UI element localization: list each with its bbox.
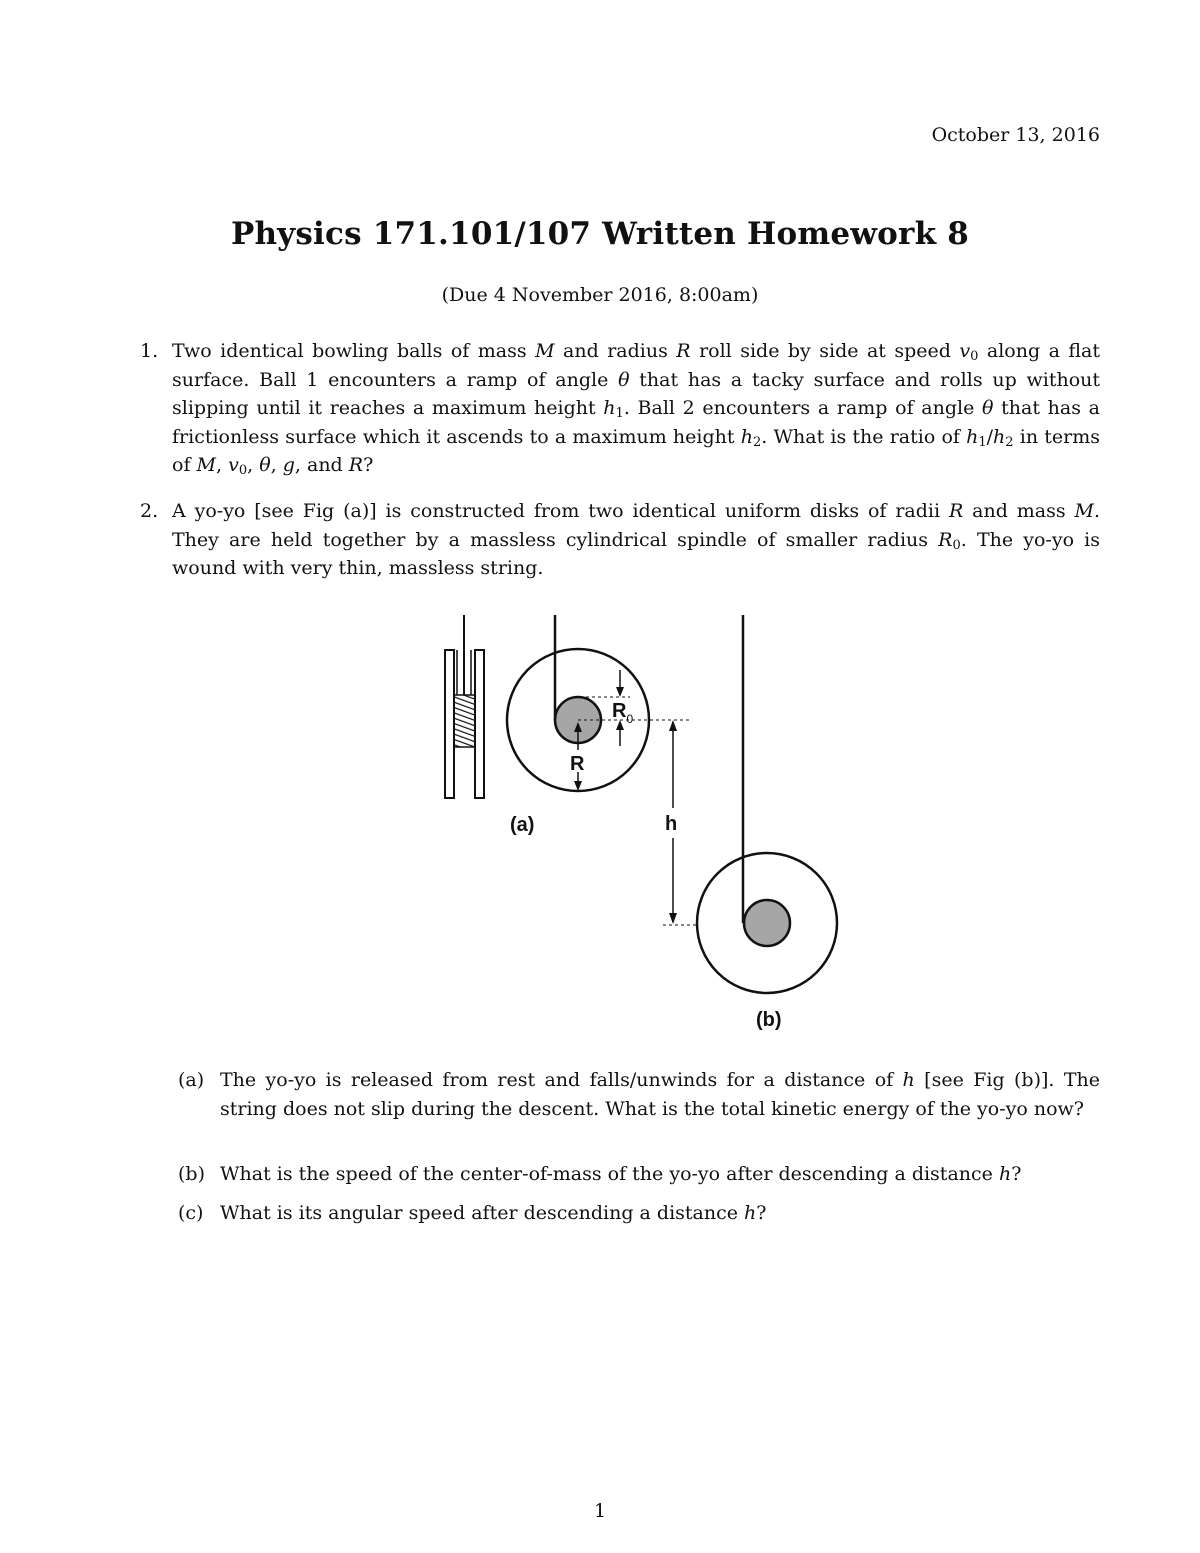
subpart-a	[178, 1066, 1100, 1123]
yoyo-diagram	[420, 600, 860, 1040]
yoyo-front-view-a	[507, 615, 692, 791]
subpart-text: What is its angular speed after descending a distance h?	[220, 1202, 767, 1224]
yoyo-side-view	[445, 615, 484, 798]
subpart-label: (c)	[178, 1202, 204, 1224]
subpart-label: (b)	[178, 1163, 205, 1185]
problem-2	[140, 497, 1100, 583]
document-date: October 13, 2016	[931, 124, 1100, 146]
page-number: 1	[593, 1500, 607, 1522]
subpart-text: What is the speed of the center-of-mass of the yo-yo after descending a distance h?	[220, 1163, 1022, 1185]
document-title: Physics 171.101/107 Written Homework 8	[230, 216, 970, 252]
due-date: (Due 4 November 2016, 8:00am)	[441, 284, 759, 306]
subpart-c	[178, 1199, 1100, 1228]
problem-number: 1.	[140, 340, 159, 362]
radius-R0-label: $R_0$	[612, 700, 634, 726]
radius-R-label: R	[570, 753, 585, 775]
problem-text: A yo-yo [see Fig (a)] is constructed from two identical uniform disks of radii R and mass M. They are held together by a massless cylindrical spindle of smaller radius $R_0$. The yo-yo is wound with very thin, massless string.	[172, 500, 1101, 579]
problem-1	[140, 337, 1100, 480]
subpart-b	[178, 1160, 1100, 1189]
problem-text: Two identical bowling balls of mass M and radius R roll side by side at speed $v_0$ along a flat surface. Ball 1 encounters a ramp of angle θ that has a tacky surface and rolls up without slipping until it reaches a maximum height $h_1$. Ball 2 encounters a ramp of angle θ that has a frictionless surface which it ascends to a maximum height $h_2$. What is the ratio of $h_1/h_2$ in terms of M, $v_0$, θ, g, and R?	[172, 340, 1101, 478]
yoyo-front-view-b	[697, 615, 837, 993]
subpart-text: The yo-yo is released from rest and falls/unwinds for a distance of h [see Fig (b)]. The string does not slip during the descent. What is the total kinetic energy of the yo-yo now?	[220, 1069, 1100, 1120]
height-h-label: h	[665, 813, 678, 835]
figure-b-label: (b)	[756, 1009, 782, 1031]
subpart-label: (a)	[178, 1069, 205, 1091]
problem-number: 2.	[140, 500, 159, 522]
yoyo-figure	[420, 600, 860, 1045]
figure-a-label: (a)	[510, 814, 535, 836]
